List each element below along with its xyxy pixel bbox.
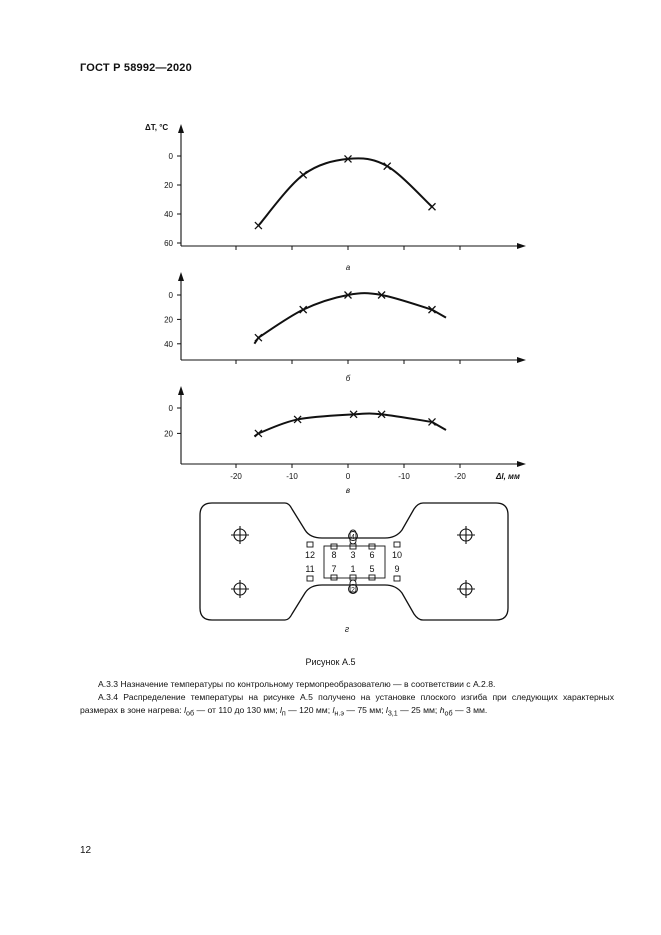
panel-1-curve [254, 293, 446, 344]
panel-1-point [255, 334, 262, 341]
sketch-circled-4: 4 [351, 534, 355, 541]
specimen-outline [200, 503, 508, 620]
panel-0-x-arrow [517, 243, 526, 249]
panel-2-label: в [345, 486, 351, 495]
sketch-num-10: 10 [391, 550, 403, 560]
panel-1-y-tick-label: 0 [168, 291, 173, 300]
panel-1-y-tick-label: 20 [164, 315, 173, 325]
panel-1-point [300, 306, 307, 313]
val-l-n: — 120 мм; [285, 704, 333, 715]
sym-l-ne: l [332, 704, 335, 715]
panel-1-y-tick-label: 40 [164, 339, 173, 349]
hole-bottom-right [457, 580, 475, 598]
sym-l-ob: l [184, 704, 186, 715]
panel-0-y-tick-label: 0 [168, 152, 173, 161]
hole-top-right [457, 526, 475, 544]
panel-0-point [300, 171, 307, 178]
panel-2-y-tick-label: 0 [168, 404, 173, 413]
panel-1-x-arrow [517, 357, 526, 363]
val-l-31: — 25 мм; [397, 704, 440, 715]
sketch-num-1: 1 [350, 564, 356, 574]
hole-bottom-left [231, 580, 249, 598]
document-header: ГОСТ Р 58992—2020 [80, 62, 192, 74]
panel-0-y-tick-label: 60 [164, 239, 173, 248]
panel-0-point [255, 222, 262, 229]
panel-0-y-arrow [178, 124, 184, 133]
panel-0-curve [258, 158, 432, 225]
panel-2-y-tick-label: 20 [164, 429, 173, 439]
page-number: 12 [80, 845, 92, 856]
sketch-num-12: 12 [304, 550, 316, 560]
sketch-circled-2: 2 [351, 587, 355, 594]
x-tick-label: -10 [286, 472, 298, 481]
panel-1-y-arrow [178, 272, 184, 281]
y-axis-title: ΔT, °C [145, 123, 169, 132]
x-tick-label: -20 [454, 472, 466, 481]
specimen-sketch [200, 503, 508, 620]
panel-0-point [384, 163, 391, 170]
sub-l-ob: об [186, 709, 195, 718]
sym-l-n: l [279, 704, 282, 715]
sym-h-ob: h [439, 704, 445, 715]
panel-0-label: a [345, 263, 351, 272]
panel-0-y-tick-label: 20 [164, 181, 173, 190]
val-l-ob: — от 110 до 130 мм; [194, 704, 280, 715]
sketch-num-8: 8 [331, 550, 337, 560]
val-l-ne: — 75 мм; [343, 704, 386, 715]
x-tick-label: -20 [230, 472, 242, 481]
panel-2-y-arrow [178, 386, 184, 395]
sub-h-ob: об [444, 709, 453, 718]
sym-l-31: l [385, 704, 388, 715]
sketch-num-3: 3 [350, 550, 356, 560]
sketch-num-9: 9 [394, 564, 400, 574]
sub-l-31: 3,1 [387, 709, 398, 718]
sketch-num-5: 5 [369, 564, 375, 574]
x-tick-label: -10 [398, 472, 410, 481]
sketch-label: г [344, 624, 350, 634]
paragraph-a34 [80, 691, 614, 720]
figure-caption: Рисунок А.5 [305, 657, 356, 667]
sketch-num-6: 6 [369, 550, 375, 560]
panel-2-x-arrow [517, 461, 526, 467]
val-h-ob: — 3 мм. [452, 704, 488, 715]
panel-0-y-tick-label: 40 [164, 210, 173, 219]
p2-text: А.3.4 Распределение температуры на рисунке А.5 получено на установке плоского изгиба при следующих характерных размерах в зоне нагрева: [80, 692, 614, 715]
x-axis-title: Δl, мм [496, 472, 520, 481]
sketch-num-11: 11 [305, 564, 315, 574]
sub-l-n: п [281, 709, 286, 718]
charts-group [145, 123, 526, 495]
panel-0-point [429, 203, 436, 210]
sketch-num-7: 7 [331, 564, 337, 574]
panel-1-label: б [345, 374, 351, 383]
sub-l-ne: н.э [334, 709, 344, 718]
hole-top-left [231, 526, 249, 544]
paragraph-a33: А.3.3 Назначение температуры по контрольному термопреобразователю — в соответствии с А.2.8. [98, 679, 496, 689]
x-tick-label: 0 [345, 472, 351, 481]
